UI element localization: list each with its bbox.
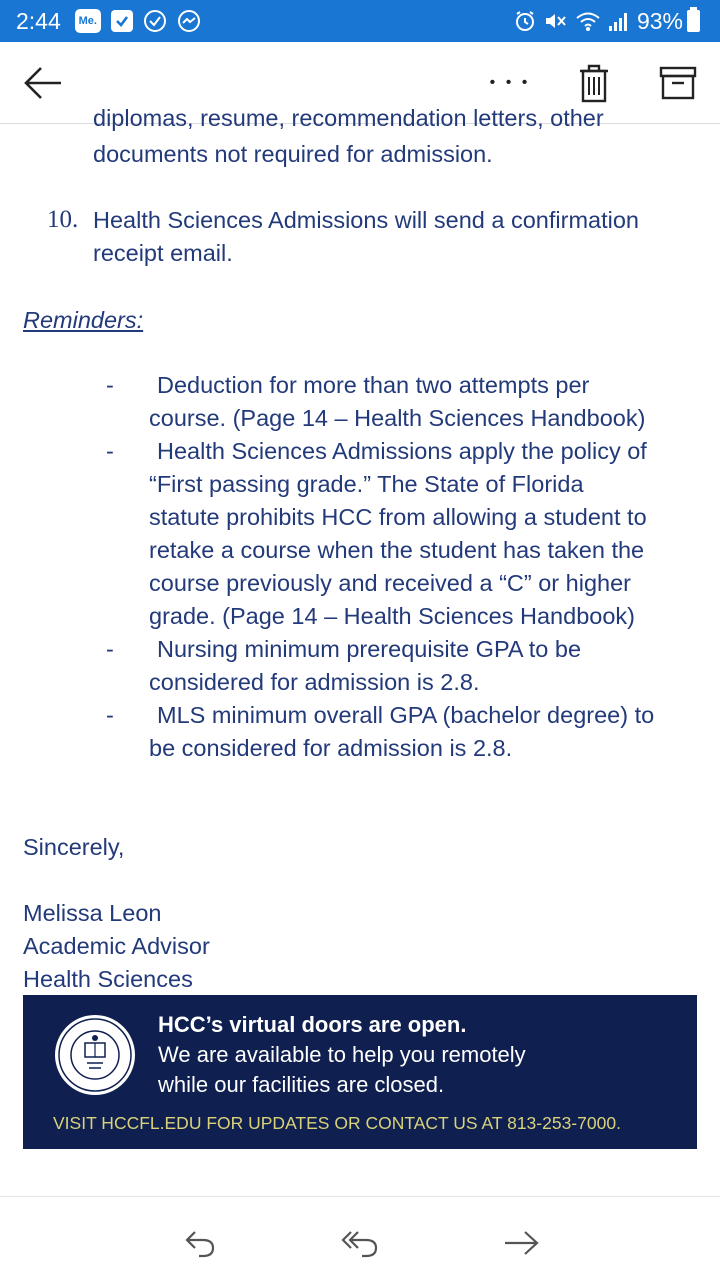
delete-button[interactable] xyxy=(572,60,616,106)
cut-off-line: diplomas, resume, recommendation letters, other xyxy=(93,105,604,131)
reminders-heading: Reminders: xyxy=(23,307,144,333)
signature-department: Health Sciences xyxy=(23,966,193,992)
closing: Sincerely, xyxy=(23,834,125,860)
status-right-group xyxy=(513,8,708,35)
checkbox-notification-icon xyxy=(111,10,133,32)
signature-title: Academic Advisor xyxy=(23,933,210,959)
reminder-2-line-6: grade. (Page 14 – Health Sciences Handbook) xyxy=(149,603,635,629)
signal-icon xyxy=(607,10,631,32)
battery-icon xyxy=(687,10,700,32)
banner-line-2: while our facilities are closed. xyxy=(158,1072,445,1097)
reply-all-icon xyxy=(340,1226,380,1260)
bottom-action-bar xyxy=(0,1196,720,1280)
forward-button[interactable] xyxy=(500,1223,544,1263)
messenger-notification-icon xyxy=(177,9,201,33)
reminder-bullet: - xyxy=(106,372,114,398)
banner-heading: HCC’s virtual doors are open. xyxy=(158,1012,467,1037)
reminder-2-line-3: statute prohibits HCC from allowing a student to xyxy=(149,504,647,530)
trash-icon xyxy=(579,63,609,103)
banner-footer: VISIT HCCFL.EDU FOR UPDATES OR CONTACT US AT 813-253-7000. xyxy=(53,1113,621,1133)
step-10-line-2: receipt email. xyxy=(93,240,233,266)
alarm-icon xyxy=(513,9,537,33)
archive-icon xyxy=(659,66,697,100)
more-horizontal-icon: • • • xyxy=(489,74,531,91)
reminder-3-line-2: considered for admission is 2.8. xyxy=(149,669,480,695)
signature-name: Melissa Leon xyxy=(23,900,162,926)
reminder-4-line-2: be considered for admission is 2.8. xyxy=(149,735,513,761)
reminder-3-line-1: Nursing minimum prerequisite GPA to be xyxy=(157,636,582,662)
reply-all-button[interactable] xyxy=(338,1223,382,1263)
reminder-2-line-5: course previously and received a “C” or higher xyxy=(149,570,631,596)
reminder-bullet: - xyxy=(106,702,114,728)
step-9-tail: documents not required for admission. xyxy=(93,141,493,167)
archive-button[interactable] xyxy=(656,62,700,104)
reminder-1-line-2: course. (Page 14 – Health Sciences Handbook) xyxy=(149,405,646,431)
email-body xyxy=(0,105,720,1196)
reminder-2-line-2: “First passing grade.” The State of Florida xyxy=(149,471,584,497)
check-circle-notification-icon xyxy=(143,9,167,33)
mute-icon xyxy=(543,9,569,33)
forward-icon xyxy=(503,1228,541,1258)
reply-icon xyxy=(183,1226,217,1260)
battery-percent: 93% xyxy=(636,7,683,34)
reminder-1-line-1: Deduction for more than two attempts per xyxy=(157,372,590,398)
more-options-button[interactable] xyxy=(488,66,532,100)
reminder-bullet: - xyxy=(106,438,114,464)
outlook-me-icon: Me. xyxy=(75,9,101,33)
status-time: 2:44 xyxy=(16,7,61,34)
hcc-banner-image[interactable] xyxy=(23,995,697,1149)
banner-line-1: We are available to help you remotely xyxy=(158,1042,526,1067)
reminder-2-line-4: retake a course when the student has taken the xyxy=(149,537,645,563)
step-10-number: 10. xyxy=(47,206,79,233)
status-bar xyxy=(0,0,720,42)
arrow-left-icon xyxy=(23,65,63,101)
reminder-4-line-1: MLS minimum overall GPA (bachelor degree) to xyxy=(157,702,655,728)
reminder-2-line-1: Health Sciences Admissions apply the policy of xyxy=(157,438,647,464)
reminder-bullet: - xyxy=(106,636,114,662)
wifi-icon xyxy=(575,10,601,32)
hcc-seal-logo xyxy=(53,1013,137,1097)
reply-button[interactable] xyxy=(178,1223,222,1263)
back-button[interactable] xyxy=(16,58,70,108)
step-10-line-1: Health Sciences Admissions will send a confirmation xyxy=(93,207,639,233)
